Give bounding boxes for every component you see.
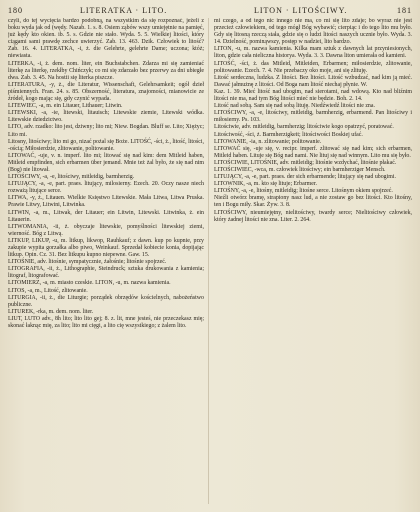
entry-paragraph: LITOWNIK, -a, m. kto się lituje; Erbarmer. <box>214 181 317 188</box>
entry-paragraph: LITOŚCIWY, -a, -e, litościwy, mitleidig, barmherzig, erbarmend. Pan litościwy i miłosierny. Ps. 103. <box>214 110 412 124</box>
entry-paragraph: LITUREK, -rka, m. dem. nom. liter. <box>8 308 94 315</box>
entry-paragraph: LITKUP, LIKUP, -u, m. litkup, likwop, Rauhkauf; z dawn. kup po kupnie, przy zakupie wypita gorzałka albo piwo, Weinkauf. Sprzedał kobiecie konia, dopijając litkup. Opin. Cz. 31. Bez litkupu kupno niepewne. Gaw. 15. <box>8 237 204 259</box>
entry-paragraph: LITWIN, -a, m., Litwak, der Litauer; ein Litwin, Litewski. Litwinka, ż. ein Litauerin. <box>8 209 204 223</box>
entry-paragraph: LITOWAĆ się, -uje się, v. recipr. imperf. zlitować się nad kim; sich erbarmen, Mitleid haben. Lituje się Bóg nad nami. Nie lituj się nad winnym. Lito mu się było. <box>214 145 412 159</box>
entry-paragraph: LITURGIA, -ii, ż., die Liturgie; porządek obrzędów kościelnych, nabożeństwo publiczne. <box>8 294 204 308</box>
entry-paragraph: czyli, do tej wycięcia bardzo podobną, na wszystkim da się rozpoznać, jeżeli z boku wyda jak od (wędy. Nazab. 1. s. 8. Osiem ząbów wszy umiejętnie na pamięć, już kędy kto okien. ib. 5. s. Gdzie nie stało. Wyda. 5. 5. Wielkiej litości, który ciągami sami prawdę zechce uwierzyć. Zab. 13. 463. Dzik. Człowiek to litość? Zab. 16. 4. LITERATKA, -i, ż. die Gelehrte, gelehrte Dame; uczona; któż; niewiasta. <box>8 18 204 60</box>
left-running-title: LITERATKA · LITO. <box>80 6 168 15</box>
entry-paragraph: Litość serdeczna, ludzka. Z litości. Bez litości. Litość wzbudzać, nad kim ją mieć. Dawać jałmużnę z litości. Od Boga nam litość niechaj płynie. W. <box>214 74 412 88</box>
entry-paragraph: LITON, -u, m. nazwa kamienia. Kilka mam sztuk z dawnych lat przyniesionych, liton, gdzie cała nieliczna historya. Wyda. 3. 3. Dawna liton umierała od kamieni. <box>214 46 412 60</box>
entry-paragraph: LITOŚNIE, adv. litośnie, sympatycznie, żałośnie; litośnie spojrzeć. <box>8 259 167 266</box>
entry-paragraph: LITERATURA, -y, ż., die Literatur, Wissenschaft, Gelehrsamkeit; ogół dzieł piśmiennych. Fran. 24. s. 85. Obszerność, literatura, znajomości, mianowicie ze źródeł, kogo mając się, gdy czynić wypada. <box>8 81 204 103</box>
entry-paragraph: LIUT, LUTO adv., 8h lito; lito lito gej; 8. z. lit, mne jesteś, nie przeczekasz mię; skonać łaknąc mię, za lito; lito mi cięgi, a lito cię wszystkiego; z żalem lito. <box>8 315 204 330</box>
left-page-number: 180 <box>8 6 23 15</box>
entry-paragraph: LITWA, -y, ż., Litauen. Wielkie Księstwo Litewskie. Mała Litwa, Litwa Pruska. Prawie Litwy, Litwini, Litwinka. <box>8 195 204 209</box>
entry-paragraph: Litość nad sobą. Sam się nad sobą lituję. Niedźwiedź litości nie zna. <box>214 103 375 110</box>
left-text-column <box>8 18 204 506</box>
entry-paragraph: LITOŚCIWY, -a, -e, litościwy, mitleidig, barmherzig. <box>8 174 135 181</box>
entry-paragraph: LITERKA, -i, ż. dem. nom. liter, ein Buchstabchen. Zdarza mi się zamieniać literkę za literkę, rzekłby Chińczyk; co mi się zdarzało bez przerwy za dni ubiegłe dwa. Zab. 3. 45. Na hostii się literka piszcze. <box>8 60 204 81</box>
right-page-number: 181 <box>397 6 412 15</box>
entry-paragraph: LITO, adv. rzadko: lito jest, dziwny; lito mi; Niew. Bogdan. Bluff se. Lito; Xiężyc; Lito mi. <box>8 124 204 138</box>
right-text-column <box>214 18 412 506</box>
entry-paragraph: LITUJĄCY, -a, -e, part. praes. der sich erbarmende; litujący się nad ubogimi. <box>214 174 396 181</box>
column-divider <box>208 18 209 504</box>
entry-paragraph: LITOMIERZ, -a, m. miasto czeskie. LITON, -u, m. nazwa kamienia. <box>8 280 171 287</box>
right-running-title: LITON · LITOŚCIWY. <box>254 6 348 15</box>
entry-paragraph: LITOWANIE, -ia, n. zlitowanie; politowanie. <box>214 138 322 145</box>
entry-paragraph: LITWOMANIA, -ii, ż. obyczaje litewskie, pomyślności litewskiej ziemi, wierność. Bóg z Litwą. <box>8 223 204 237</box>
entry-paragraph: LITUJĄCY, -a, -e, part. praes. litujący, milosierny. Ezech. 20. Oczy nasze niech rozważą litujące serce. <box>8 181 204 195</box>
entry-paragraph: LITOŚCIWIE, LITOŚNIE, adv. mitleidig; litośnie wzdychać, litośnie płakać. <box>214 159 397 166</box>
entry-paragraph: LITOS, -a, m., Litość, zlitowanie. <box>8 287 88 294</box>
entry-paragraph: LITEWSKI, -a, -ie, litewski, litauisch; Litewskie ziemie, Litewski wódka. Litewskie dziedzictwo. <box>8 110 204 124</box>
entry-paragraph: Litościwość, -ści, ż. Barmherzigkeit; litościwości Boskiej ufać. <box>214 131 363 138</box>
entry-paragraph: mi czego, a od tego nic innego nie ma, co mi się lito zdaje; bo wyraz nie jest przecież człowiekiem, od tego mógł Bóg wybawić; cierpiąc i do tego lito mu było. Gdy się litosną rzeczą stała, gdzie się o ludzi litości naszych ucznie było. Wyda. 3. 14. Dzielność, pominąwszy, postęp w nadziei, lito bardzo. <box>214 18 412 46</box>
entry-paragraph: Litościwie, adv. mitleidig, barmherzig; litościwie kogo opatrzyć, poratować. <box>214 124 394 131</box>
entry-paragraph: LITOŚCIWY, nieumiejętny, nielitościwy, twardy serce; Nielitościwy człowiek, który żadnej litości nie zna. Liter. 2. 264. <box>214 209 412 223</box>
page-header <box>8 4 412 18</box>
entry-paragraph: LITEWIEC, -a, m. ein Litauer, Lithauer; Litwin. <box>8 103 123 110</box>
entry-paragraph: LITOŚĆ, -ści, ż. das Mitleid, Mitleiden, Erbarmen; miłosierdzie, zlitowanie, politowanie. Ezech. 7. 4. Nie przebaczy oko moje, ani się zlituję. <box>214 60 412 74</box>
entry-paragraph: Nieźli otwórz bramę, strapiony nasz lud, a nie zostaw go bez litości. Kto litośny, ten i Bogu miły. Skar. Żyw. 3. 8. <box>214 195 412 209</box>
entry-paragraph: LITOGRAFIA, -ii, ż., Lithographie, Steindruck; sztuka drukowania z kamienia; litograf, litografować. <box>8 266 204 280</box>
entry-paragraph: Kaz. 1. 39. Mieć litość nad ubogim, nad sierotami, nad wdową. Kto nad bliźnim litości nie ma, nad tym Bóg litości mieć nie będzie. Boh. 2. 14. <box>214 88 412 103</box>
entry-paragraph: LITOŚNY, -a, -e, litośny, mitleidig; litośne serce. Litośnym okiem spojrzeć. <box>214 188 393 195</box>
entry-paragraph: LITOWAĆ, -uje, v. n. imperf. lito mi; litować się nad kim: dem Mitleid haben, Mitleid empfinden, sich erbarmen über jemand. Mnie też żal było, że się nad nim (Bog) nie litował. <box>8 152 204 173</box>
entry-paragraph: LITOŚCIWIEC, -wca, m. człowiek litościwy; ein barmherziger Mensch. <box>214 166 386 173</box>
entry-paragraph: Litosny, litościwy; lito mi go, nizać pożal się Boże. LITOŚĆ, -ści, ż., litość, litości, -ością; Miłosierdzie, zlitowanie, politowanie. <box>8 138 204 152</box>
